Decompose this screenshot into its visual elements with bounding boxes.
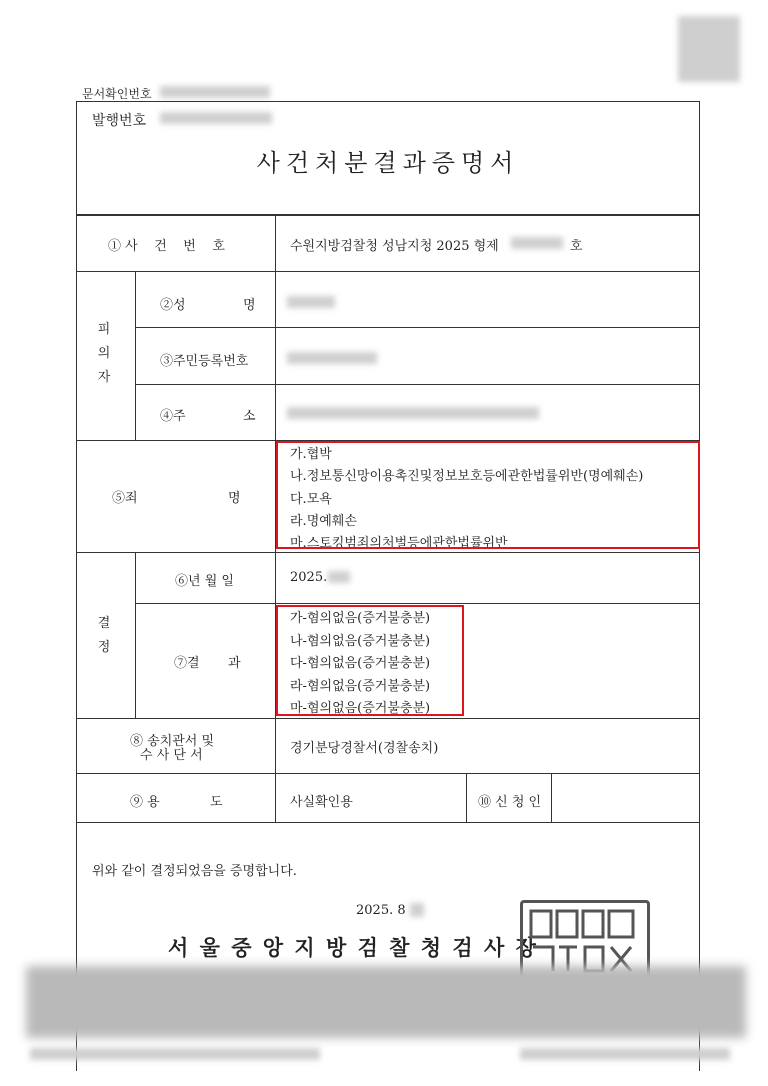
issue-number-redacted [160,112,272,124]
footer-redacted [26,966,746,1038]
charges-label: ⑤죄 [112,491,138,506]
doc-check-number-redacted [160,86,270,98]
purpose-label-2: 도 [210,795,223,810]
certify-text: 위와 같이 결정되었음을 증명합니다. [92,864,297,879]
decision-date-redacted [328,571,350,583]
case-no-suffix: 호 [570,239,583,254]
charge-item: 가.협박 [290,447,332,462]
redacted-corner-mark [678,16,740,82]
result-label-2: 과 [228,656,241,671]
result-item: 다-혐의없음(증거불충분) [290,656,431,671]
rule [76,822,700,823]
charges-highlight-box [276,441,700,549]
decision-label: 결정 [97,616,111,655]
rule [135,603,700,604]
issue-date-redacted [410,903,424,917]
case-no-value: 수원지방검찰청 성남지청 2025 형제 [290,239,499,254]
rule [135,552,136,718]
rule [76,271,700,272]
footer-redacted-line [30,1048,320,1060]
charges-label-2: 명 [228,491,241,506]
footer-redacted-line [520,1048,730,1060]
rule [551,773,552,822]
rrn-label: ③주민등록번호 [160,354,249,369]
decision-group-label [96,612,112,660]
rule [135,271,136,440]
decision-date-value: 2025. [290,570,328,585]
charge-item: 나.정보통신망이용촉진및정보보호등에관한법률위반(명예훼손) [290,469,644,484]
charge-item: 다.모욕 [290,492,332,507]
issue-date: 2025. 8 [356,903,406,918]
name-redacted [287,296,335,308]
address-label-2: 소 [243,409,256,424]
rule [76,552,700,553]
office-label-line1: ⑧ 송치관서 및 [130,734,215,749]
name-label: ②성 [160,298,186,313]
applicant-label: ⑩ 신 청 인 [478,795,542,810]
rule [135,384,700,385]
purpose-label: ⑨ 용 [130,795,160,810]
result-label: ⑦결 [174,656,200,671]
case-no-label: ① 사 건 번 호 [108,239,225,254]
suspect-group-label [96,318,112,390]
address-label: ④주 [160,409,186,424]
result-highlight-box [276,605,464,716]
result-item: 라-혐의없음(증거불충분) [290,679,431,694]
rule [76,718,700,719]
name-label-2: 명 [243,298,256,313]
result-item: 가-혐의없음(증거불충분) [290,611,431,626]
rule [135,327,700,328]
rule [466,773,467,822]
issue-no-label: 발행번호 [92,113,147,129]
result-item: 마-혐의없음(증거불충분) [290,701,431,716]
result-item: 나-혐의없음(증거불충분) [290,634,431,649]
charge-item: 마.스토킹범죄의처벌등에관한법률위반 [290,536,508,551]
rule [76,773,700,774]
address-redacted [287,407,539,419]
office-value: 경기분당경찰서(경찰송치) [290,741,439,756]
doc-check-label: 문서확인번호 [82,87,152,101]
office-label-line2: 수 사 단 서 [140,748,203,763]
issuer-name: 서 울 중 앙 지 방 검 찰 청 검 사 장 [168,935,538,960]
purpose-value: 사실확인용 [290,795,353,810]
document-title: 사건처분결과증명서 [256,149,520,177]
decision-date-label: ⑥년 월 일 [175,574,234,589]
rule [76,214,700,216]
rrn-redacted [287,352,377,364]
case-no-redacted [511,237,563,249]
suspect-label: 피의자 [97,322,111,385]
charge-item: 라.명예훼손 [290,514,357,529]
